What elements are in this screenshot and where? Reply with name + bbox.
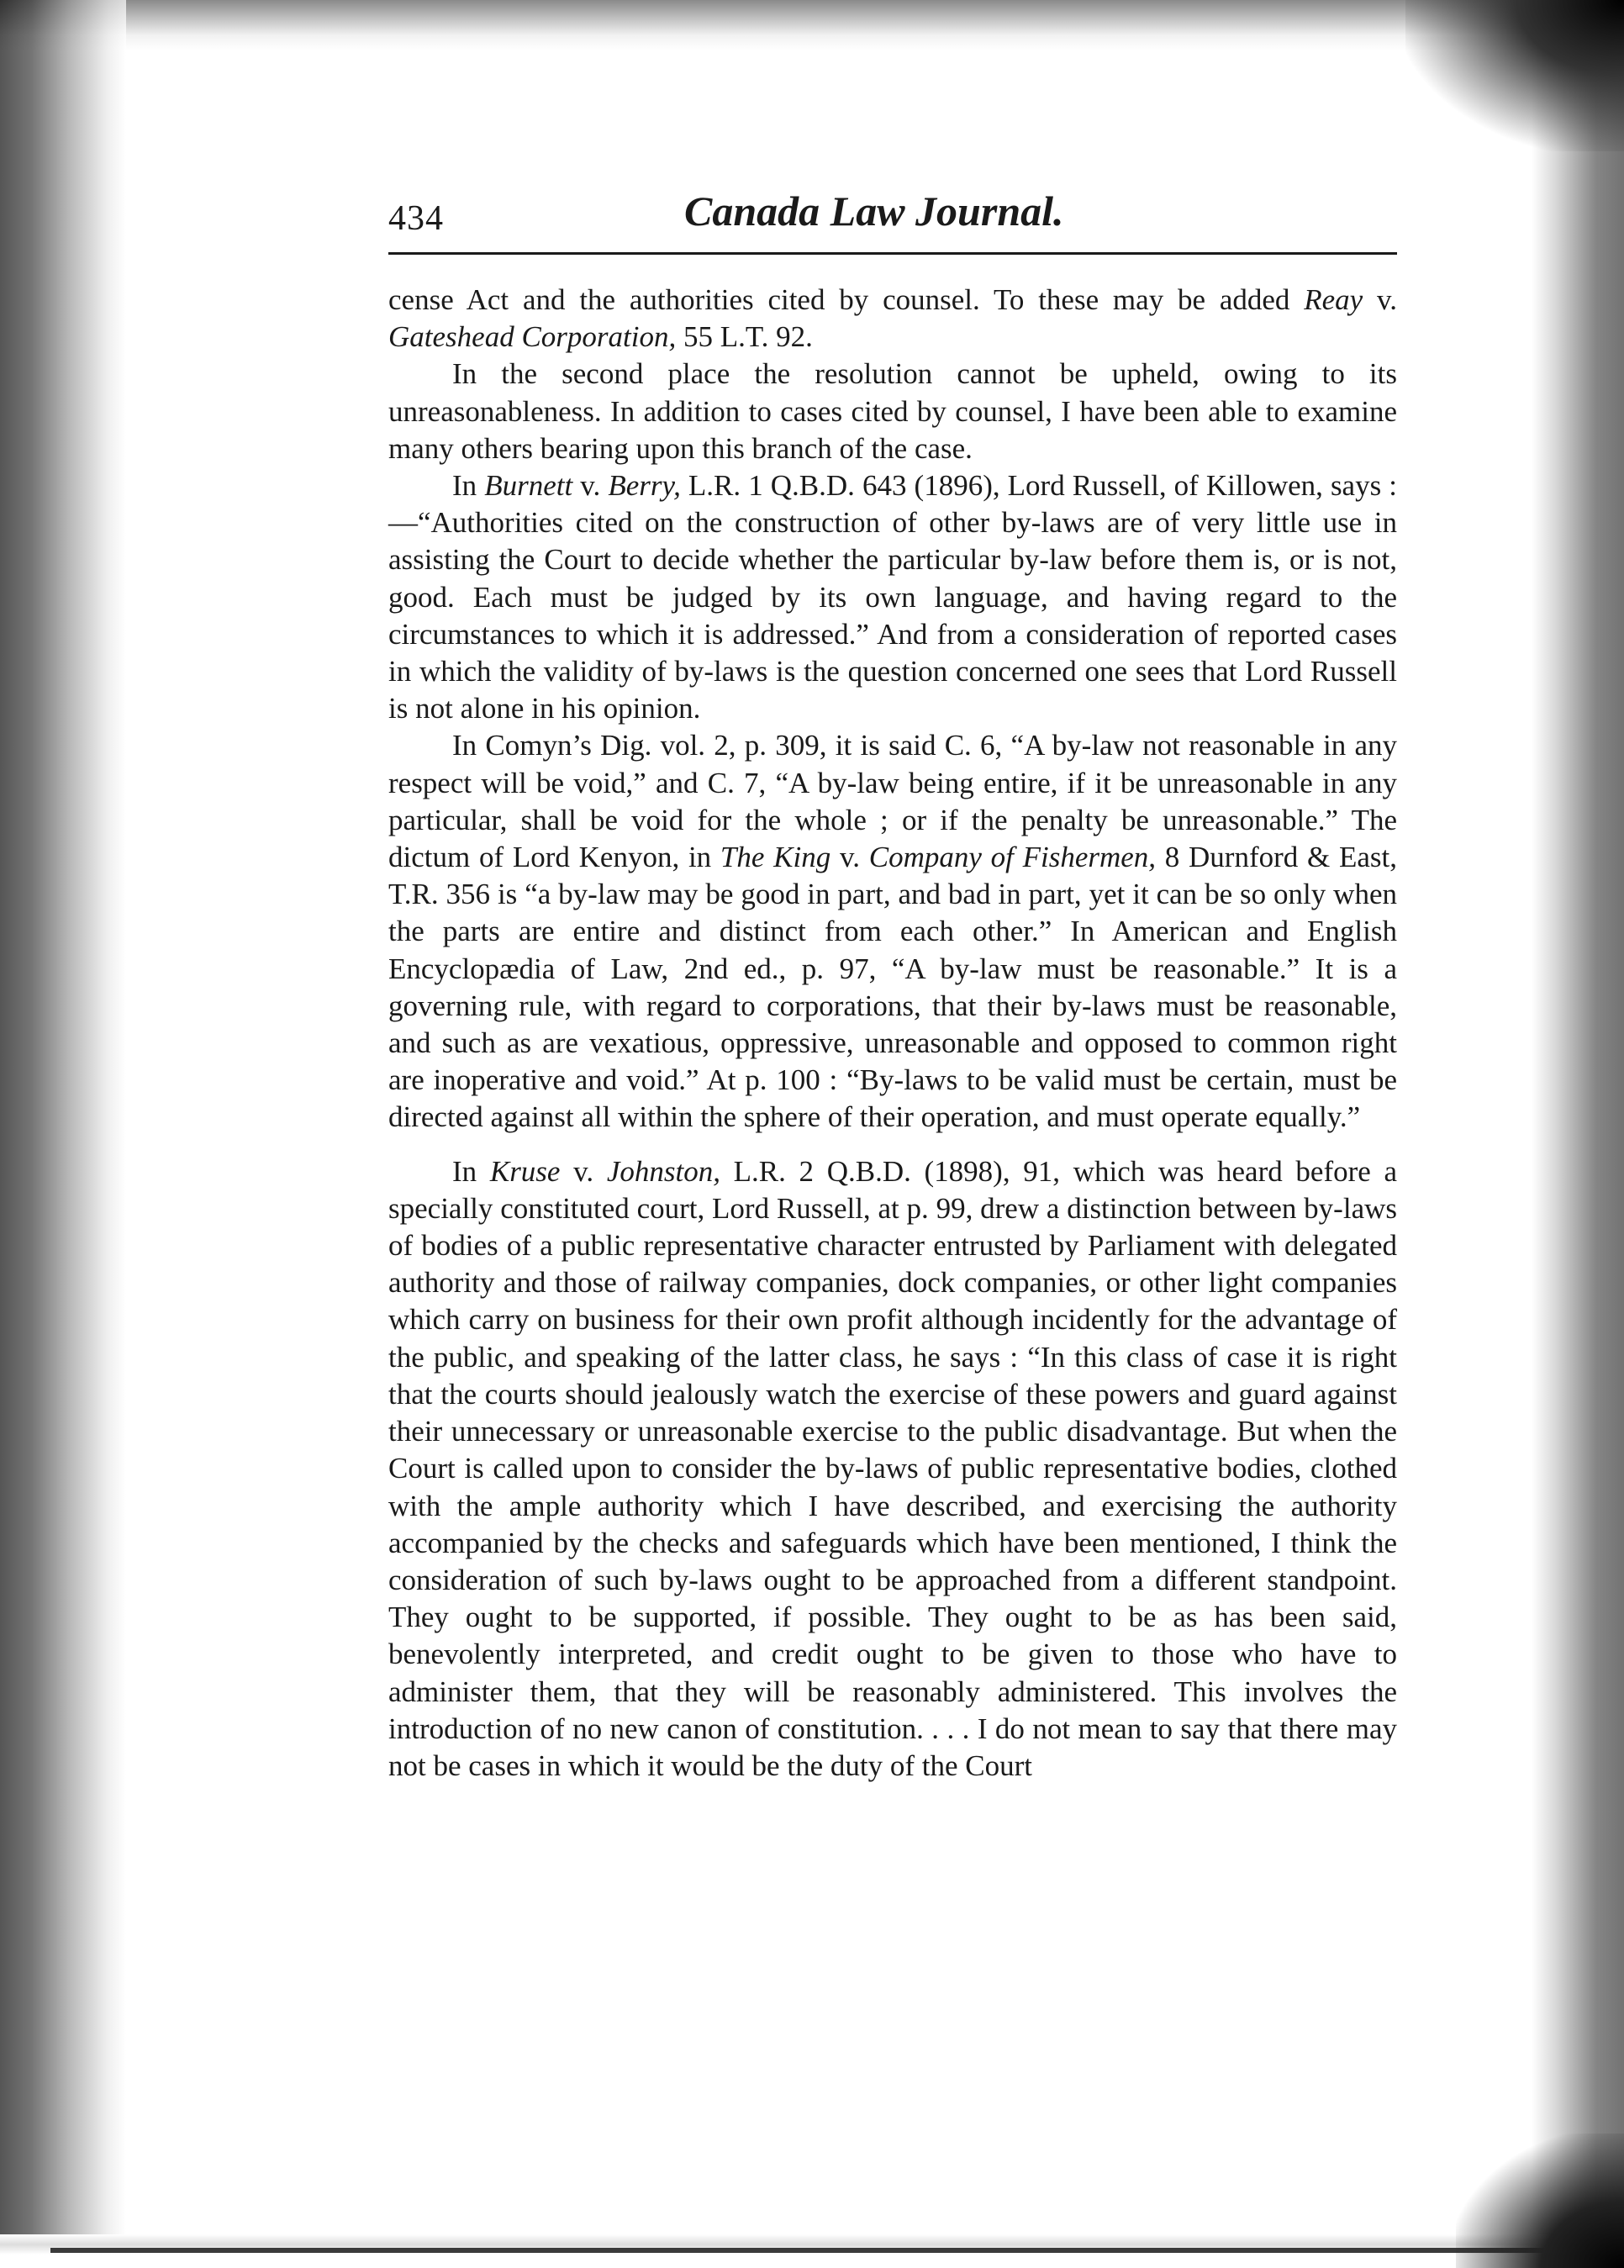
running-header xyxy=(388,187,1397,245)
text-run: In Comyn’s Dig. vol. 2, p. 309, it is said C. 6, “A by-law not reasonable in any respect will be void,” and C. 7, “A by-law being entire, if it be unreasonable in any particular, shall be void for the whole ; or if the penalty be unreasonable.” The dictum of Lord Kenyon, in xyxy=(388,729,1397,874)
page-scan-corner-bottom-right xyxy=(1456,2134,1624,2268)
page-number: 434 xyxy=(388,199,444,238)
page-scan-edge-top xyxy=(0,0,1624,50)
page-scan-edge-right xyxy=(1532,0,1624,2268)
page-scan-edge-left xyxy=(0,0,126,2268)
text-run: 8 Durnford & East, T.R. 356 is “a by-law may be good in part, and bad in part, yet it can be so only when the parts are entire and distinct from each other.” In American and English Encyclopædia of Law, 2nd ed., p. 97, “A by-law must be reasonable.” It is a governing rule, with regard to corporations, that their by-laws must be reasonable, and such as are vexatious, oppressive, unreasonable and opposed to common right are inoperative and void.” At p. 100 : “By-laws to be valid must be certain, must be directed against all within the sphere of their operation, and must operate equally.” xyxy=(388,841,1397,1134)
text-run: In xyxy=(452,1154,490,1188)
case-name-italic: Reay xyxy=(1304,283,1363,316)
page-scan-corner-top-right xyxy=(1405,0,1624,151)
case-name-italic: Company of Fishermen, xyxy=(868,841,1157,874)
paragraph xyxy=(388,727,1397,1136)
text-run: v. xyxy=(830,841,869,874)
text-run: v. xyxy=(1363,283,1397,316)
text-run: In xyxy=(452,469,485,503)
page-scan-bottom-line xyxy=(50,2248,1572,2253)
text-run: L.R. 1 Q.B.D. 643 (1896), Lord Russell, of Killowen, says :—“Authorities cited on the construction of other by-laws are of very little use in assisting the Court to decide whether the particular by-law before them is, or is not, good. Each must be judged by its own language, and having regard to the circumstances to which it is addressed.” And from a consideration of reported cases in which the validity of by-laws is the question concerned one sees that Lord Russell is not alone in his opinion. xyxy=(388,469,1398,725)
text-run: 55 L.T. 92. xyxy=(676,320,813,354)
case-name-italic: Kruse xyxy=(489,1154,561,1188)
header-rule xyxy=(388,252,1397,255)
paragraph xyxy=(388,1153,1397,1785)
case-name-italic: Burnett xyxy=(484,469,573,503)
paragraph xyxy=(388,467,1397,727)
text-run: v. xyxy=(572,469,609,503)
text-run: cense Act and the authorities cited by counsel. To these may be added xyxy=(388,283,1305,316)
text-run: In the second place the resolution cannot be upheld, owing to its unreasonableness. In addition to cases cited by counsel, I have been able to examine many others bearing upon this branch of the case. xyxy=(388,357,1397,465)
case-name-italic: Johnston, xyxy=(606,1154,720,1188)
case-name-italic: Gateshead Corporation, xyxy=(388,320,677,354)
case-name-italic: The King xyxy=(720,841,831,874)
paragraph xyxy=(388,356,1397,467)
text-run: L.R. 2 Q.B.D. (1898), 91, which was heard before a specially constituted court, Lord Russell, at p. 99, drew a distinction between by-laws of bodies of a public representative character entrusted by Parliament with delegated authority and those of railway companies, dock companies, or other light companies which carry on business for their own profit although incidently for the advantage of the public, and speaking of the latter class, he says : “In this class of case it is right that the courts should jealously watch the exercise of these powers and guard against their unnecessary or unreasonable exercise to the public disadvantage. But when the Court is called upon to consider the by-laws of public representative bodies, clothed with the ample authority which I have described, and exercising the authority accompanied by the checks and safeguards which have been mentioned, I think the consideration of such by-laws ought to be approached from a different standpoint. They ought to be supported, if possible. They ought to be as has been said, benevolently interpreted, and credit ought to be given to those who have to administer them, that they will be reasonably administered. This involves the introduction of no new canon of constitution. . . . I do not mean to say that there may not be cases in which it would be the duty of the Court xyxy=(388,1154,1398,1782)
journal-title: Canada Law Journal. xyxy=(684,187,1064,235)
paragraph xyxy=(388,282,1397,356)
text-run: v. xyxy=(560,1154,607,1188)
article-body xyxy=(388,282,1397,1785)
case-name-italic: Berry, xyxy=(608,469,681,503)
